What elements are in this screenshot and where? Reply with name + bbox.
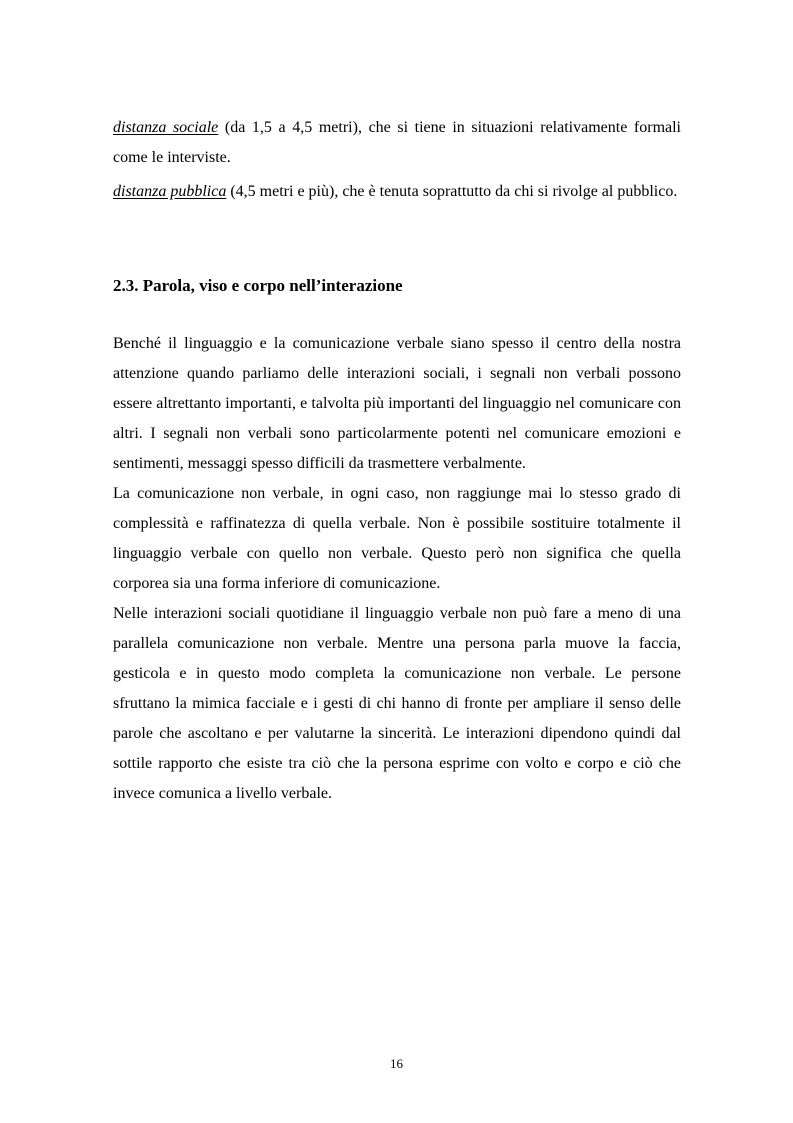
definition-text: (4,5 metri e più), che è tenuta soprattutto da chi si rivolge al pubblico. bbox=[226, 183, 678, 200]
definition-text: (da 1,5 a 4,5 metri), che si tiene in situazioni relativamente formali come le interviste. bbox=[113, 119, 681, 166]
page-number: 16 bbox=[390, 1056, 403, 1071]
term-distanza-pubblica: distanza pubblica bbox=[113, 183, 227, 200]
body-paragraph: La comunicazione non verbale, in ogni caso, non raggiunge mai lo stesso grado di complessità e raffinatezza di quella verbale. Non è possibile sostituire totalmente il linguaggio verbale con quello non verbale. Questo però non significa che quella corporea sia una forma inferiore di comunicazione. bbox=[113, 485, 681, 592]
definition-distanza-pubblica bbox=[113, 177, 681, 207]
body-paragraph: Nelle interazioni sociali quotidiane il linguaggio verbale non può fare a meno di una parallela comunicazione non verbale. Mentre una persona parla muove la faccia, gesticola e in questo modo completa la comunicazione non verbale. Le persone sfruttano la mimica facciale e i gesti di chi hanno di fronte per ampliare il senso delle parole che ascoltano e per valutarne la sincerità. Le interazioni dipendono quindi dal sottile rapporto che esiste tra ciò che la persona esprime con volto e corpo e ciò che invece comunica a livello verbale. bbox=[113, 605, 681, 802]
section-heading: 2.3. Parola, viso e corpo nell’interazione bbox=[113, 276, 403, 295]
definition-distanza-sociale bbox=[113, 113, 681, 173]
body-paragraph: Benché il linguaggio e la comunicazione verbale siano spesso il centro della nostra attenzione quando parliamo delle interazioni sociali, i segnali non verbali possono essere altrettanto importanti, e talvolta più importanti del linguaggio nel comunicare con altri. I segnali non verbali sono particolarmente potenti nel comunicare emozioni e sentimenti, messaggi spesso difficili da trasmettere verbalmente. bbox=[113, 335, 681, 472]
section-body bbox=[113, 329, 681, 809]
document-page bbox=[113, 113, 681, 809]
term-distanza-sociale: distanza sociale bbox=[113, 119, 219, 136]
